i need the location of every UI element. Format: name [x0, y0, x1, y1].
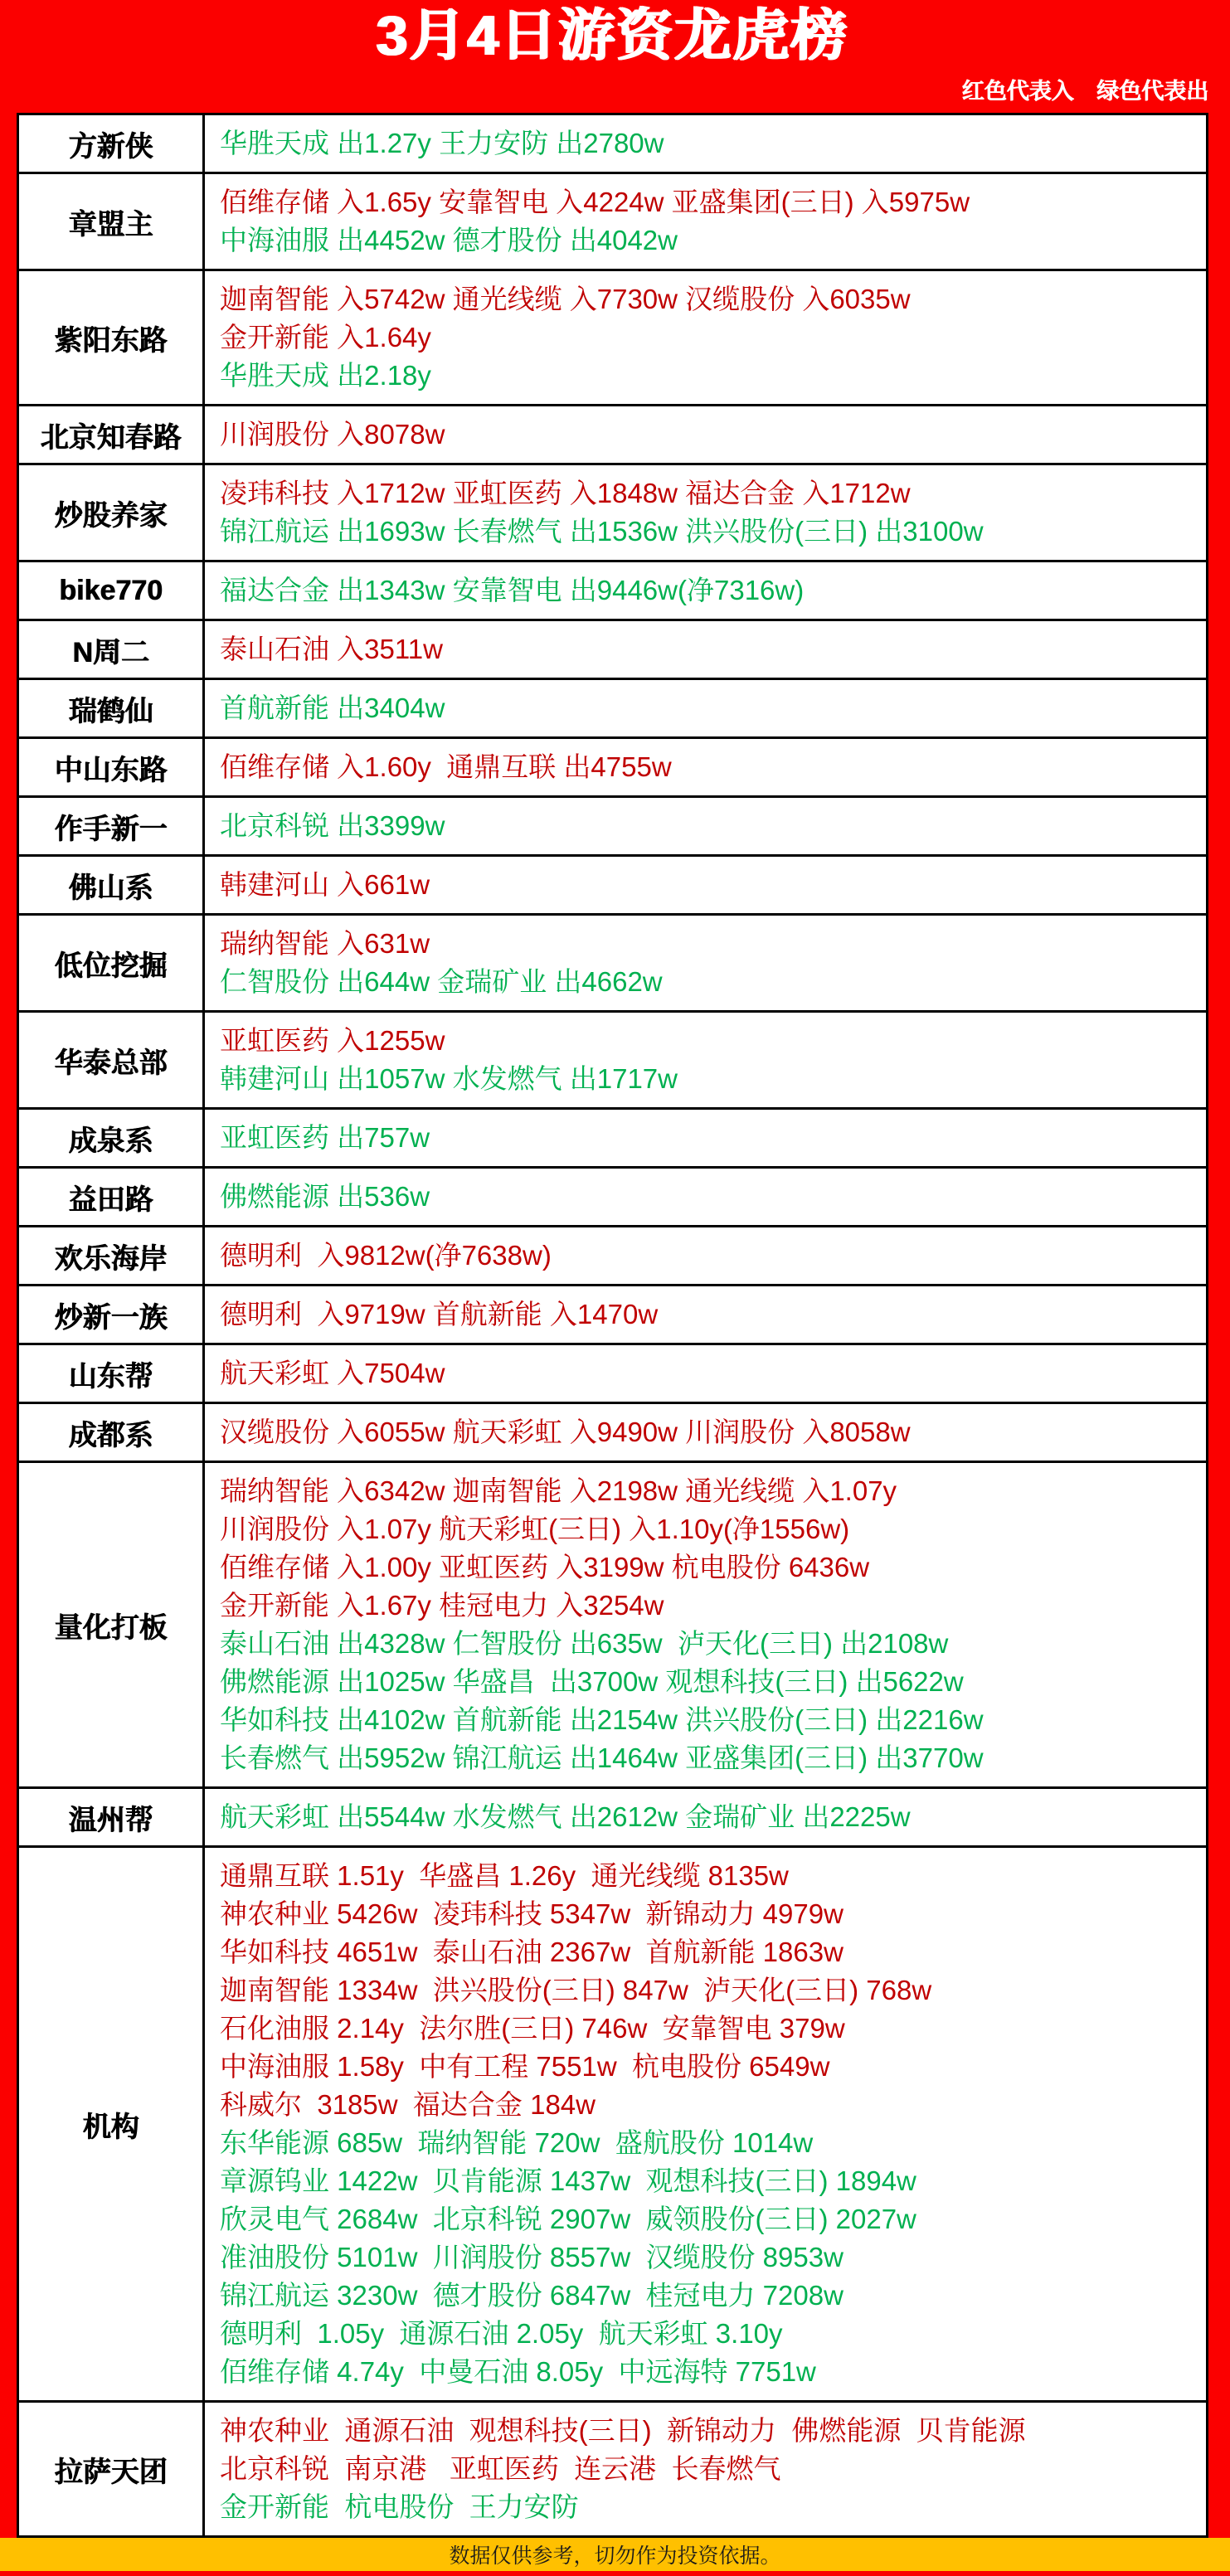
trader-name: 低位挖掘: [54, 950, 168, 982]
trade-line: 锦江航运 出1693w 长春燃气 出1536w 洪兴股份(三日) 出3100w: [220, 516, 984, 547]
trade-line: 德明利 入9719w 首航新能 入1470w: [220, 1299, 659, 1330]
trader-name-cell: [19, 680, 205, 736]
trades-cell: [205, 2403, 1206, 2535]
table-row: [19, 916, 1206, 1013]
trader-name-cell: [19, 621, 205, 678]
trades-cell: [205, 1013, 1206, 1107]
trades-cell: [205, 406, 1206, 463]
trader-name: 方新侠: [68, 130, 153, 163]
trade-line: 北京科锐 出3399w: [220, 810, 445, 842]
trader-name: 作手新一: [54, 813, 168, 845]
table-row: [19, 621, 1206, 680]
trade-line: 迦南智能 入5742w 通光线缆 入7730w 汉缆股份 入6035w: [220, 284, 911, 315]
trades-cell: [205, 857, 1206, 913]
trader-name: 紫阳东路: [54, 324, 168, 357]
table-row: [19, 857, 1206, 916]
legend-buy-label: 红色代表入: [961, 79, 1074, 104]
trade-line: 佰维存储 入1.60y 通鼎互联 出4755w: [220, 751, 672, 783]
trade-line: 佰维存储 入1.00y 亚虹医药 入3199w 杭电股份 6436w: [220, 1552, 870, 1583]
trader-name-cell: [19, 1227, 205, 1284]
trade-line: 中海油服 出4452w 德才股份 出4042w: [220, 225, 678, 256]
trade-line: 汉缆股份 入6055w 航天彩虹 入9490w 川润股份 入8058w: [220, 1417, 911, 1448]
trader-name: 章盟主: [68, 208, 153, 241]
table-row: [19, 1345, 1206, 1404]
table-row: [19, 2403, 1206, 2535]
trade-line: 华胜天成 出1.27y 王力安防 出2780w: [220, 128, 664, 159]
trade-line: 德明利 入9812w(净7638w): [220, 1240, 552, 1271]
trade-line: 北京科锐 南京港 亚虹医药 连云港 长春燃气: [220, 2453, 781, 2485]
trade-line: 佛燃能源 出536w: [220, 1181, 430, 1213]
table-row: [19, 115, 1206, 174]
trader-name-cell: [19, 271, 205, 404]
trades-cell: [205, 465, 1206, 560]
trades-cell: [205, 1169, 1206, 1225]
table-row: [19, 174, 1206, 271]
table-row: [19, 562, 1206, 621]
trader-name-cell: [19, 1345, 205, 1402]
trade-line: 航天彩虹 出5544w 水发燃气 出2612w 金瑞矿业 出2225w: [220, 1801, 911, 1833]
legend-sell-label: 绿色代表出: [1096, 79, 1208, 104]
trade-line: 东华能源 685w 瑞纳智能 720w 盛航股份 1014w: [220, 2127, 814, 2159]
color-legend: [17, 73, 1208, 113]
table-row: [19, 1110, 1206, 1169]
table-row: [19, 1169, 1206, 1227]
table-row: [19, 1227, 1206, 1286]
trader-name: 机构: [82, 2111, 139, 2143]
trader-name-cell: [19, 739, 205, 795]
trade-line: 神农种业 5426w 凌玮科技 5347w 新锦动力 4979w: [220, 1898, 843, 1930]
trade-line: 仁智股份 出644w 金瑞矿业 出4662w: [220, 966, 663, 998]
table-row: [19, 798, 1206, 857]
trade-line: 长春燃气 出5952w 锦江航运 出1464w 亚盛集团(三日) 出3770w: [220, 1742, 984, 1774]
trades-cell: [205, 115, 1206, 172]
trader-name: 温州帮: [68, 1804, 153, 1836]
trades-cell: [205, 271, 1206, 404]
trade-line: 瑞纳智能 入631w: [220, 928, 430, 960]
trader-name: 量化打板: [54, 1611, 168, 1644]
trader-name-cell: [19, 1169, 205, 1225]
table-row: [19, 1286, 1206, 1345]
trade-line: 华如科技 出4102w 首航新能 出2154w 洪兴股份(三日) 出2216w: [220, 1704, 984, 1736]
trader-name: 欢乐海岸: [54, 1242, 168, 1275]
footer: [0, 2538, 1230, 2571]
trades-cell: [205, 1345, 1206, 1402]
table-row: [19, 1463, 1206, 1789]
page-title: 3月4日游资龙虎榜: [376, 4, 849, 67]
trader-name: 益田路: [68, 1184, 153, 1216]
trade-line: 川润股份 入1.07y 航天彩虹(三日) 入1.10y(净1556w): [220, 1514, 850, 1545]
trade-line: 韩建河山 入661w: [220, 869, 430, 901]
trade-line: 通鼎互联 1.51y 华盛昌 1.26y 通光线缆 8135w: [220, 1860, 789, 1892]
trader-name-cell: [19, 1848, 205, 2400]
trader-name-cell: [19, 857, 205, 913]
trades-cell: [205, 739, 1206, 795]
trade-line: 泰山石油 出4328w 仁智股份 出635w 泸天化(三日) 出2108w: [220, 1628, 949, 1660]
trader-name: 拉萨天团: [54, 2456, 168, 2488]
trade-line: 华胜天成 出2.18y: [220, 360, 431, 391]
trade-line: 亚虹医药 出757w: [220, 1122, 430, 1154]
trade-line: 华如科技 4651w 泰山石油 2367w 首航新能 1863w: [220, 1937, 843, 1968]
header: [0, 0, 1230, 113]
trader-name: bike770: [59, 574, 163, 606]
trade-line: 欣灵电气 2684w 北京科锐 2907w 威领股份(三日) 2027w: [220, 2204, 916, 2235]
trade-line: 金开新能 入1.67y 桂冠电力 入3254w: [220, 1590, 664, 1621]
trade-line: 韩建河山 出1057w 水发燃气 出1717w: [220, 1063, 678, 1095]
disclaimer-text: 数据仅供参考，切勿作为投资依据。: [449, 2544, 781, 2569]
trades-cell: [205, 174, 1206, 269]
trade-line: 德明利 1.05y 通源石油 2.05y 航天彩虹 3.10y: [220, 2318, 783, 2350]
trades-cell: [205, 916, 1206, 1010]
trade-line: 中海油服 1.58y 中有工程 7551w 杭电股份 6549w: [220, 2051, 830, 2083]
trades-cell: [205, 1227, 1206, 1284]
trade-line: 神农种业 通源石油 观想科技(三日) 新锦动力 佛燃能源 贝肯能源: [220, 2415, 1026, 2447]
trader-name-cell: [19, 916, 205, 1010]
trader-name: 成都系: [68, 1419, 153, 1451]
trade-line: 亚虹医药 入1255w: [220, 1025, 445, 1057]
trader-name: 北京知春路: [40, 421, 182, 454]
trades-cell: [205, 1110, 1206, 1166]
trader-name-cell: [19, 798, 205, 854]
trader-name: N周二: [72, 636, 149, 668]
trade-line: 瑞纳智能 入6342w 迦南智能 入2198w 通光线缆 入1.07y: [220, 1475, 897, 1507]
trader-name: 山东帮: [68, 1360, 153, 1392]
trade-line: 锦江航运 3230w 德才股份 6847w 桂冠电力 7208w: [220, 2280, 843, 2311]
table-row: [19, 406, 1206, 465]
table-row: [19, 739, 1206, 798]
table-row: [19, 1789, 1206, 1848]
trades-cell: [205, 798, 1206, 854]
trade-line: 金开新能 入1.64y: [220, 322, 431, 353]
trades-cell: [205, 1789, 1206, 1845]
trade-line: 佛燃能源 出1025w 华盛昌 出3700w 观想科技(三日) 出5622w: [220, 1666, 964, 1698]
trader-name-cell: [19, 562, 205, 619]
trade-line: 金开新能 杭电股份 王力安防: [220, 2491, 579, 2523]
table-row: [19, 1404, 1206, 1463]
trader-name-cell: [19, 2403, 205, 2535]
table-row: [19, 271, 1206, 406]
trades-cell: [205, 562, 1206, 619]
trades-cell: [205, 1848, 1206, 2400]
table-row: [19, 1013, 1206, 1110]
trade-line: 科威尔 3185w 福达合金 184w: [220, 2089, 596, 2121]
trade-line: 迦南智能 1334w 洪兴股份(三日) 847w 泸天化(三日) 768w: [220, 1975, 932, 2006]
trader-name-cell: [19, 406, 205, 463]
trades-cell: [205, 1286, 1206, 1343]
table-row: [19, 680, 1206, 739]
trade-line: 凌玮科技 入1712w 亚虹医药 入1848w 福达合金 入1712w: [220, 478, 911, 509]
trades-cell: [205, 680, 1206, 736]
trader-name: 华泰总部: [54, 1047, 168, 1079]
trade-line: 佰维存储 入1.65y 安靠智电 入4224w 亚盛集团(三日) 入5975w: [220, 187, 970, 218]
trader-name-cell: [19, 1286, 205, 1343]
leaderboard-table: [17, 113, 1208, 2538]
trades-cell: [205, 1404, 1206, 1461]
trade-line: 章源钨业 1422w 贝肯能源 1437w 观想科技(三日) 1894w: [220, 2165, 916, 2197]
trader-name: 佛山系: [68, 872, 153, 904]
table-row: [19, 1848, 1206, 2403]
trader-name-cell: [19, 1463, 205, 1786]
trades-cell: [205, 621, 1206, 678]
trade-line: 准油股份 5101w 川润股份 8557w 汉缆股份 8953w: [220, 2242, 843, 2273]
trader-name-cell: [19, 1789, 205, 1845]
trader-name-cell: [19, 174, 205, 269]
trader-name: 瑞鹤仙: [68, 695, 153, 727]
trader-name: 中山东路: [54, 754, 168, 786]
trade-line: 泰山石油 入3511w: [220, 634, 443, 665]
trader-name-cell: [19, 1013, 205, 1107]
trader-name-cell: [19, 1404, 205, 1461]
trade-line: 航天彩虹 入7504w: [220, 1358, 445, 1389]
trader-name-cell: [19, 1110, 205, 1166]
trade-line: 福达合金 出1343w 安靠智电 出9446w(净7316w): [220, 575, 805, 606]
trader-name-cell: [19, 115, 205, 172]
trade-line: 佰维存储 4.74y 中曼石油 8.05y 中远海特 7751w: [220, 2356, 816, 2388]
table-row: [19, 465, 1206, 562]
trades-cell: [205, 1463, 1206, 1786]
trader-name-cell: [19, 465, 205, 560]
trader-name: 炒股养家: [54, 499, 168, 532]
trade-line: 首航新能 出3404w: [220, 693, 445, 724]
trade-line: 石化油服 2.14y 法尔胜(三日) 746w 安靠智电 379w: [220, 2013, 845, 2044]
trader-name: 炒新一族: [54, 1301, 168, 1334]
trader-name: 成泉系: [68, 1125, 153, 1157]
trade-line: 川润股份 入8078w: [220, 419, 445, 450]
